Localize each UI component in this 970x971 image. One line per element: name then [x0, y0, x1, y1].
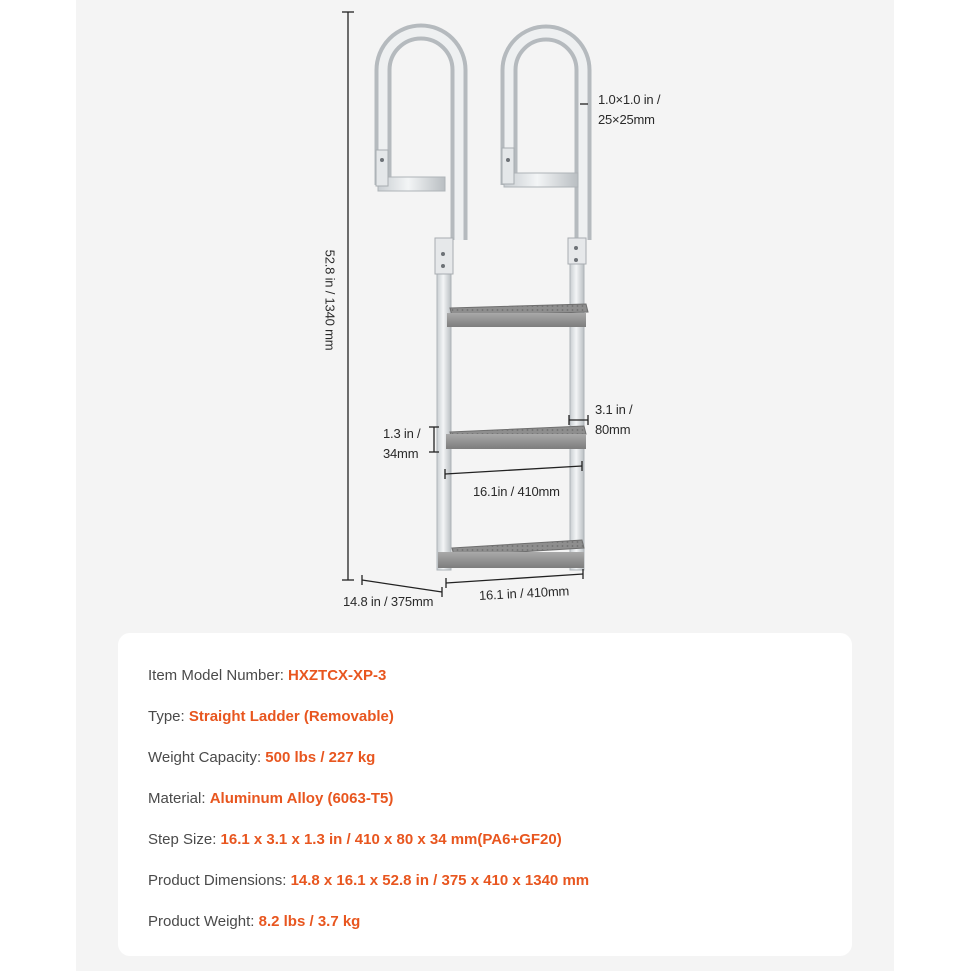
spec-label: Material:	[148, 790, 210, 807]
spec-label: Weight Capacity:	[148, 749, 266, 766]
step-thickness-line1: 1.3 in /	[383, 426, 421, 441]
step-thickness-line2: 34mm	[383, 446, 419, 461]
spec-material	[148, 790, 393, 807]
spec-label: Item Model Number:	[148, 667, 289, 684]
spec-label: Type:	[148, 708, 189, 725]
base-width-label: 16.1 in / 410mm	[478, 583, 570, 603]
base-depth-label: 14.8 in / 375mm	[343, 594, 434, 609]
inner-width-label: 16.1in / 410mm	[473, 484, 560, 499]
ladder-step-2	[446, 426, 586, 449]
spec-value: Aluminum Alloy (6063-T5)	[209, 790, 394, 807]
spec-model-number	[148, 667, 386, 684]
left-handrail	[376, 32, 459, 240]
step-depth-line2: 80mm	[595, 422, 631, 437]
spec-label: Product Weight:	[148, 913, 259, 930]
spec-value: 16.1 x 3.1 x 1.3 in / 410 x 80 x 34 mm(PA6+GF20)	[220, 831, 562, 848]
right-handrail	[502, 33, 583, 240]
spec-value: 8.2 lbs / 3.7 kg	[258, 913, 361, 930]
tube-size-label	[598, 90, 660, 130]
spec-product-dimensions	[148, 872, 589, 889]
spec-card	[118, 633, 852, 956]
step-depth-label	[595, 400, 632, 440]
ladder-step-1	[447, 304, 588, 327]
spec-value: Straight Ladder (Removable)	[188, 708, 394, 725]
spec-label: Step Size:	[148, 831, 221, 848]
spec-product-weight	[148, 913, 360, 930]
ladder-rails	[435, 238, 586, 570]
tube-size-line1: 1.0×1.0 in /	[598, 92, 661, 107]
height-label: 52.8 in / 1340 mm	[322, 249, 338, 351]
spec-type	[148, 708, 394, 725]
step-thickness-label	[383, 424, 420, 464]
spec-step-size	[148, 831, 562, 848]
spec-label: Product Dimensions:	[148, 872, 291, 889]
spec-value: 500 lbs / 227 kg	[265, 749, 376, 766]
tube-size-line2: 25×25mm	[598, 112, 655, 127]
step-depth-line1: 3.1 in /	[595, 402, 633, 417]
spec-value: HXZTCX-XP-3	[288, 667, 387, 684]
spec-weight-capacity	[148, 749, 375, 766]
spec-value: 14.8 x 16.1 x 52.8 in / 375 x 410 x 1340 mm	[290, 872, 590, 889]
ladder-step-3	[438, 540, 584, 568]
